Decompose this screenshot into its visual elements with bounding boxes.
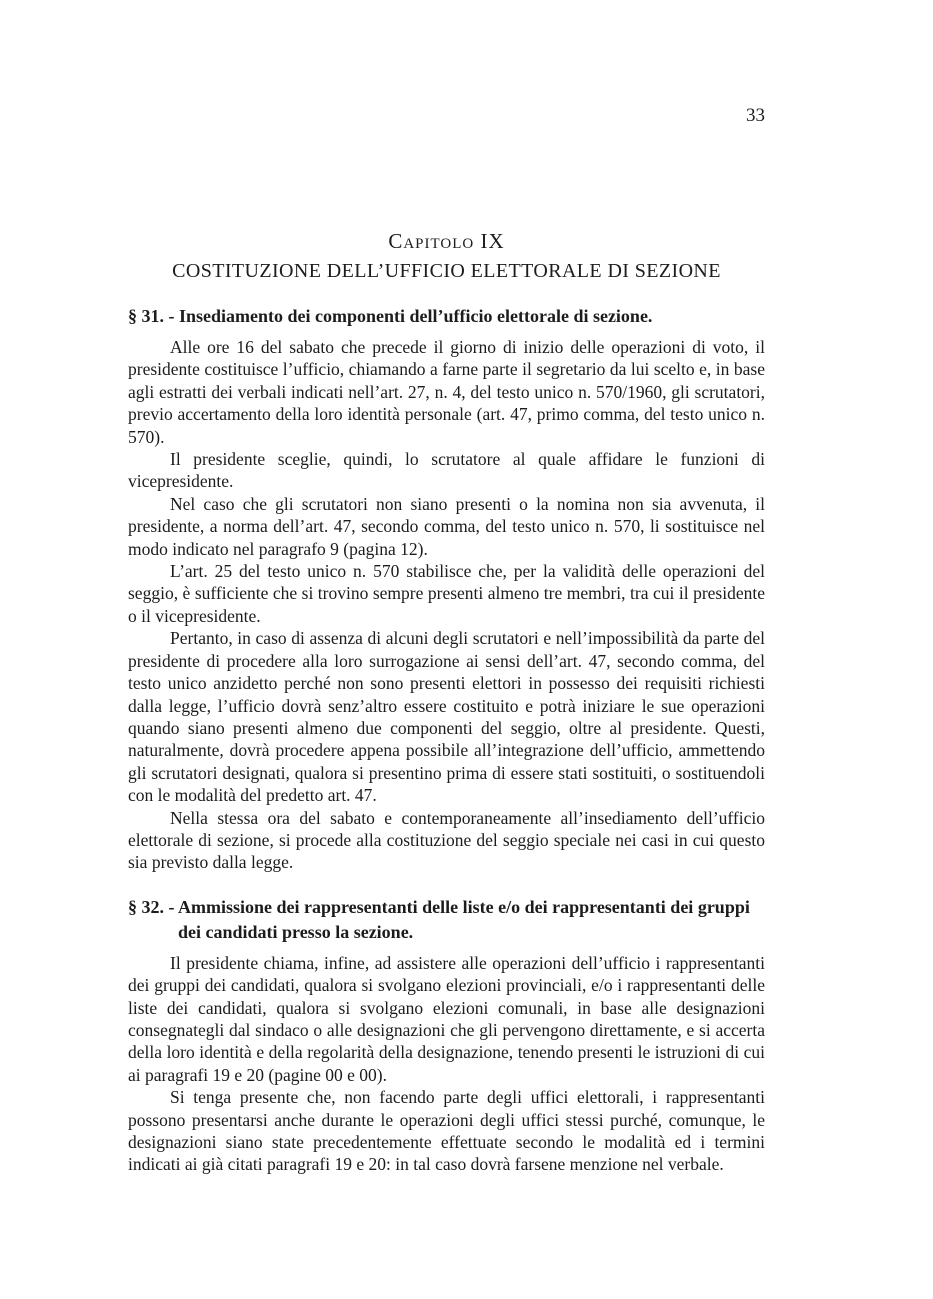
section-paragraphs xyxy=(128,952,765,1176)
paragraph: Pertanto, in caso di assenza di alcuni degli scrutatori e nell’impossibilità da parte del presidente di procedere alla loro surrogazione ai sensi dell’art. 47, secondo comma, del testo unico anzidetto perché non sono presenti elettori in possesso dei requisiti richiesti dalla legge, l’ufficio dovrà senz’altro essere costituito e potrà iniziare le sue operazioni quando siano presenti almeno due componenti del seggio, oltre al presidente. Questi, naturalmente, dovrà procedere appena possibile all’integrazione dell’ufficio, ammettendo gli scrutatori designati, qualora si presentino prima di essere stati sostituiti, o sostituendoli con le modalità del predetto art. 47. xyxy=(128,628,765,806)
text-block xyxy=(128,0,765,1176)
paragraph: Nella stessa ora del sabato e contemporaneamente all’insediamento dell’ufficio elettorale di sezione, si procede alla costituzione del seggio speciale nei casi in cui questo sia previsto dalla legge. xyxy=(128,807,765,873)
section-paragraphs xyxy=(128,336,765,874)
sections xyxy=(128,304,765,1176)
paragraph: Nel caso che gli scrutatori non siano presenti o la nomina non sia avvenuta, il presidente, a norma dell’art. 47, secondo comma, del testo unico n. 570, li sostituisce nel modo indicato nel paragrafo 9 (pagina 12). xyxy=(128,493,765,559)
paragraph: Il presidente chiama, infine, ad assistere alle operazioni dell’ufficio i rappresentanti dei gruppi dei candidati, qualora si svolgano elezioni provinciali, e/o i rappresentanti delle liste dei candidati, qualora si svolgano elezioni comunali, in base alle designazioni consegnategli dal sindaco o alle designazioni che gli pervengono direttamente, e si accerta della loro identità e della regolarità della designazione, tenendo presenti le istruzioni di cui ai paragrafi 19 e 20 (pagine 00 e 00). xyxy=(128,952,765,1085)
chapter-label: Capitolo IX xyxy=(388,229,505,253)
paragraph: Alle ore 16 del sabato che precede il giorno di inizio delle operazioni di voto, il presidente costituisce l’ufficio, chiamando a farne parte il segretario da lui scelto e, in base agli estratti dei verbali indicati nell’art. 27, n. 4, del testo unico n. 570/1960, gli scrutatori, previo accertamento della loro identità personale (art. 47, primo comma, del testo unico n. 570). xyxy=(128,337,765,447)
paragraph: Si tenga presente che, non facendo parte degli uffici elettorali, i rappresentanti possono presentarsi anche durante le operazioni degli uffici stessi purché, comunque, le designazioni siano state precedentemente effettuate secondo le modalità ed i termini indicati ai già citati paragrafi 19 e 20: in tal caso dovrà farsene menzione nel verbale. xyxy=(128,1087,765,1175)
chapter-title: COSTITUZIONE DELL’UFFICIO ELETTORALE DI SEZIONE xyxy=(172,260,721,282)
section xyxy=(128,304,765,874)
section xyxy=(128,895,765,1176)
section-heading: § 31. - Insediamento dei componenti dell’ufficio elettorale di sezione. xyxy=(128,306,653,326)
page-number: 33 xyxy=(746,105,765,126)
paragraph: L’art. 25 del testo unico n. 570 stabilisce che, per la validità delle operazioni del seggio, è sufficiente che si trovino sempre presenti almeno tre membri, tra cui il presidente o il vicepresidente. xyxy=(128,561,765,626)
paragraph: Il presidente sceglie, quindi, lo scrutatore al quale affidare le funzioni di vicepresidente. xyxy=(128,449,765,492)
section-heading: § 32. - Ammissione dei rappresentanti delle liste e/o dei rappresentanti dei gruppi dei candidati presso la sezione. xyxy=(128,896,750,942)
